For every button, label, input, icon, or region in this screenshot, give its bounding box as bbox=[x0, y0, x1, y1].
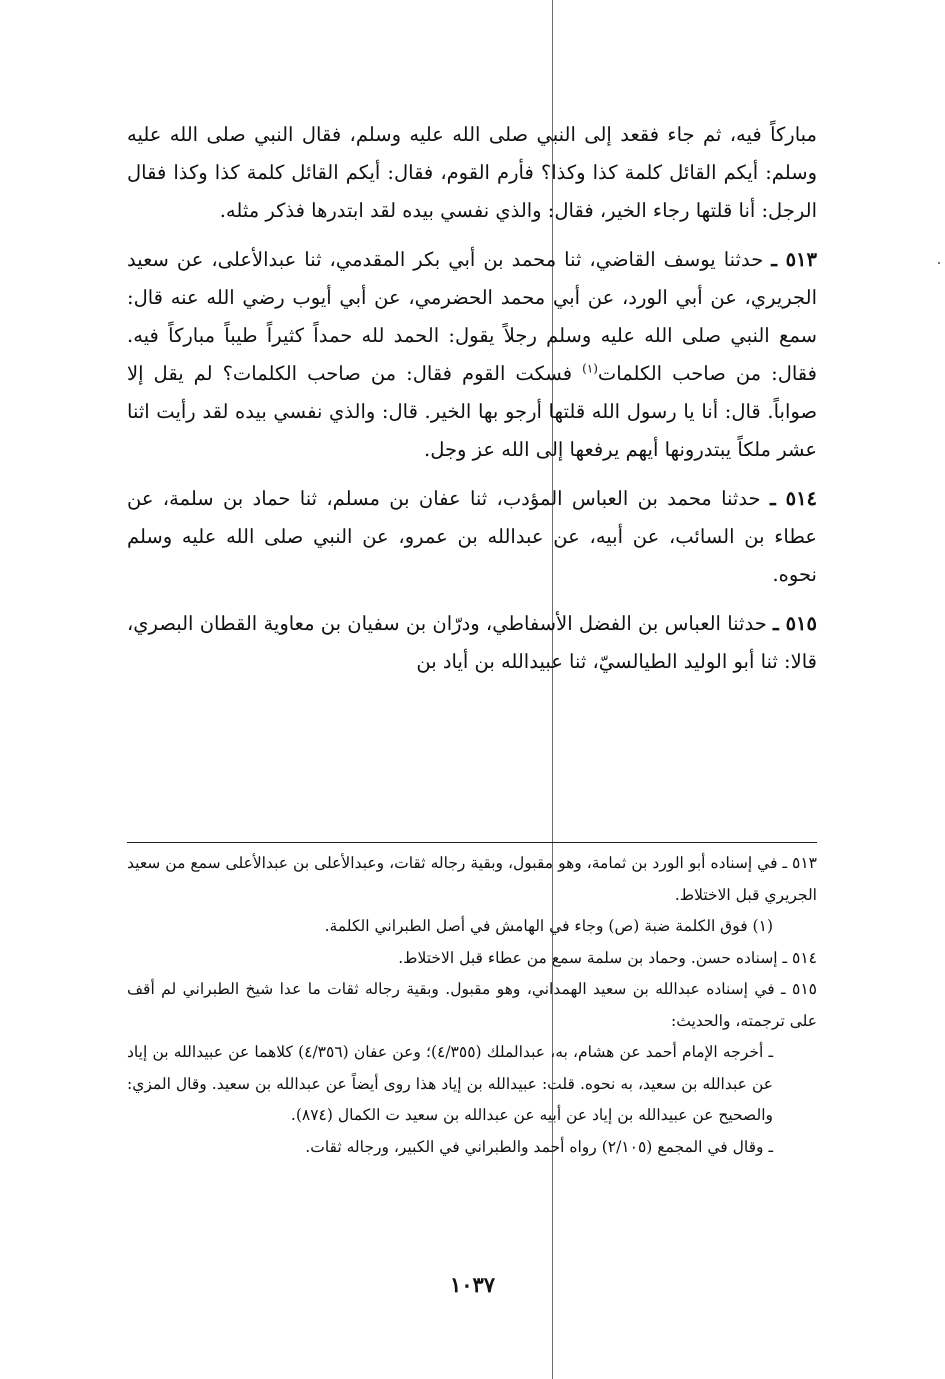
footnote-515-majma: ـ وقال في المجمع (٢/١٠٥) رواه أحمد والطبراني في الكبير، ورجاله ثقات. bbox=[305, 1137, 773, 1156]
main-text-block bbox=[127, 116, 817, 692]
footnotes-block bbox=[127, 848, 817, 1163]
hadith-number: ٥١٥ ـ bbox=[773, 612, 817, 635]
paragraph-continued: مباركاً فيه، ثم جاء فقعد إلى النبي صلى الله عليه وسلم، فقال النبي صلى الله عليه وسلم: أيكم القائل كلمة كذا وكذا؟ فأرم القوم، فقال: أيكم القائل كلمة كذا وكذا فقال الرجل: أنا قلتها رجاء الخير، فقال: والذي نفسي بيده لقد ابتدرها فذكر مثله. bbox=[127, 123, 817, 222]
page-number: ١٠٣٧ bbox=[449, 1272, 496, 1297]
footnote-divider bbox=[127, 842, 817, 843]
footnote-515-ahmad: ـ أخرجه الإمام أحمد عن هشام، به، عبدالملك (٤/٣٥٥)؛ وعن عفان (٤/٣٥٦) كلاهما عن عبيدالله بن إياد عن عبدالله بن سعيد، به نحوه. قلت: عبيدالله بن إياد هذا روى أيضاً عن عبدالله بن سعيد. وقال المزي: والصحيح عن عبيدالله بن إياد عن أبيه عن عبدالله بن سعيد ت الكمال (٨٧٤). bbox=[127, 1043, 773, 1124]
footnote-513: ٥١٣ ـ في إسناده أبو الورد بن ثمامة، وهو مقبول، وبقية رجاله ثقات، وعبدالأعلى بن عبدالأعلى سمع من سعيد الجريري قبل الاختلاط. bbox=[127, 854, 817, 904]
hadith-text: حدثنا محمد بن العباس المؤدب، ثنا عفان بن مسلم، ثنا حماد بن سلمة، عن عطاء بن السائب، عن أبيه، عن عبدالله بن عمرو، عن النبي صلى الله عليه وسلم نحوه. bbox=[127, 487, 817, 586]
hadith-number: ٥١٤ ـ bbox=[769, 487, 818, 510]
hadith-text-continued: فسكت القوم فقال: من صاحب الكلمات؟ لم يقل إلا صواباً. قال: أنا يا رسول الله قلتها أرجو بها الخير. قال: والذي نفسي بيده لقد رأيت اثنا عشر ملكاً يبتدرونها أيهم يرفعها إلى الله عز وجل. bbox=[127, 362, 817, 461]
scan-speck bbox=[938, 262, 940, 264]
hadith-514 bbox=[127, 480, 817, 594]
footnote-514: ٥١٤ ـ إسناده حسن. وحماد بن سلمة سمع من عطاء قبل الاختلاط. bbox=[398, 948, 817, 967]
hadith-text: حدثنا العباس بن الفضل الأسفاطي، ودرّان بن سفيان بن معاوية القطان البصري، قالا: ثنا أبو الوليد الطيالسيّ، ثنا عبيدالله بن أياد بن bbox=[127, 612, 817, 673]
footnote-515: ٥١٥ ـ في إسناده عبدالله بن سعيد الهمداني، وهو مقبول. وبقية رجاله ثقات ما عدا شيخ الطبراني لم أقف على ترجمته، والحديث: bbox=[127, 980, 817, 1030]
hadith-number: ٥١٣ ـ bbox=[771, 248, 817, 271]
footnote-1: (١) فوق الكلمة ضبة (ص) وجاء في الهامش في أصل الطبراني الكلمة. bbox=[324, 917, 773, 935]
hadith-513 bbox=[127, 241, 817, 469]
hadith-text: حدثنا يوسف القاضي، ثنا محمد بن أبي بكر المقدمي، ثنا عبدالأعلى، عن سعيد الجريري، عن أبي الورد، عن أبي محمد الحضرمي، عن أبي أيوب رضي الله عنه قال: سمع النبي صلى الله عليه وسلم رجلاً يقول: الحمد لله حمداً كثيراً طيباً مباركاً فيه. فقال: من صاحب الكلمات bbox=[127, 248, 817, 385]
footnote-marker: (١) bbox=[582, 361, 598, 376]
hadith-515 bbox=[127, 605, 817, 681]
